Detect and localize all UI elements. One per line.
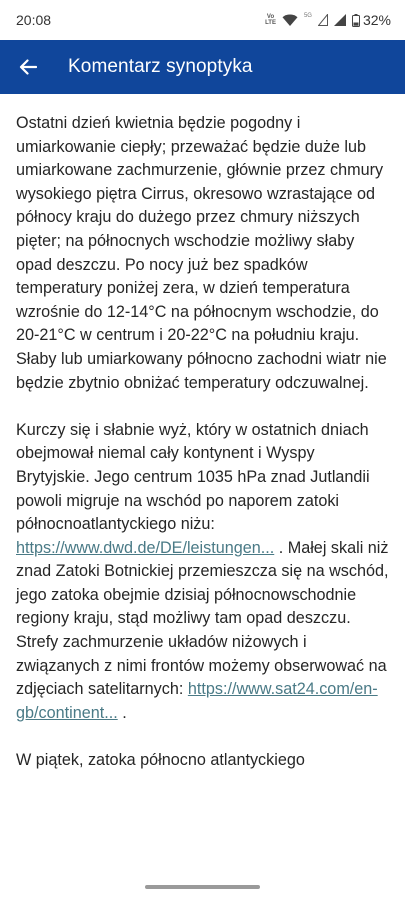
paragraph-text: Kurczy się i słabnie wyż, który w ostatnich dniach obejmował niemal cały kontynent i Wyspy Brytyjskie. Jego centrum 1035 hPa znad Jutlandii powoli migruje na wschód po naporem zatoki północnoatlantyckiego niżu: <box>16 420 370 534</box>
paragraph-weather-summary: Ostatni dzień kwietnia będzie pogodny i umiarkowanie ciepły; przeważać będzie duże lub umiarkowane zachmurzenie, głównie przez chmury wysokiego piętra Cirrus, okresowo wzrastające od północy kraju do dużego przez chmury niższych pięter; na północnych wschodzie możliwy słaby opad deszczu. Po nocy już bez spadków temperatury poniżej zera, w dzień temperatura wzrośnie do 12-14°C na północnym wschodzie, do 20-21°C w centrum i 20-22°C na południu kraju. Słaby lub umiarkowany północno zachodni wiatr nie będzie zbytnio obniżać temperatury odczuwalnej. <box>16 114 387 392</box>
battery-icon <box>352 14 360 27</box>
forecast-comment[interactable] <box>0 94 405 884</box>
dwd-link[interactable]: https://www.dwd.de/DE/leistungen... <box>16 538 275 557</box>
paragraph-synoptic-situation <box>16 419 389 726</box>
app-bar <box>0 40 405 94</box>
paragraph-text: . <box>117 703 127 722</box>
page-title: Komentarz synoptyka <box>68 56 253 77</box>
home-indicator[interactable] <box>145 885 260 889</box>
signal-icon <box>334 14 346 26</box>
battery-indicator <box>352 12 391 28</box>
back-button[interactable] <box>16 55 40 79</box>
paragraph-text: . Małej skali niż znad Zatoki Botnickiej przemieszcza się na wschód, jego zatoka obejmie dzisiaj północnowschodnie regiony kraju, stąd możliwy tam opad deszczu. Strefy zachmurzenie układów niżowych i związanych z nimi frontów możemy obserwować na zdjęciach satelitarnych: <box>16 538 389 699</box>
battery-percent: 32% <box>362 12 391 28</box>
arrow-left-icon <box>19 59 37 75</box>
paragraph-friday-forecast: W piątek, zatoka północno atlantyckiego <box>16 751 305 770</box>
network-type-label: 5G <box>303 13 312 19</box>
sat24-link[interactable]: https://www.sat24.com/en-gb/continent... <box>16 680 378 722</box>
wifi-icon <box>282 14 298 27</box>
status-time: 20:08 <box>16 12 52 28</box>
volte-indicator: Vo LTE <box>265 14 276 26</box>
signal-empty-icon <box>318 14 328 26</box>
status-bar <box>0 0 405 40</box>
status-icons <box>265 12 391 28</box>
